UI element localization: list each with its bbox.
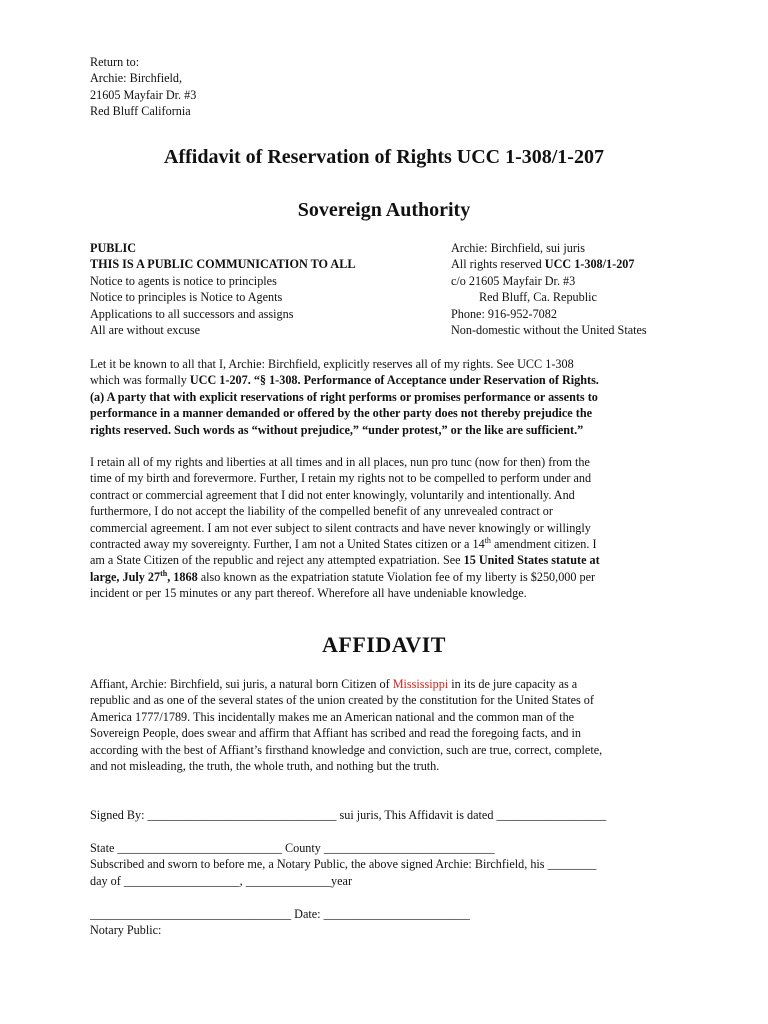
para2-line-7 [90,552,690,568]
para3-line-5: according with the best of Affiant’s firsthand knowledge and conviction, such are true, correct, complete, [90,742,603,757]
return-line-2: Archie: Birchfield, [90,71,183,86]
ucc-reference: UCC 1-308/1-207 [544,257,635,272]
para2-line-8-plain: also known as the expatriation statute Violation fee of my liberty is $250,000 per [197,569,596,584]
para2-line-3: contract or commercial agreement that I did not enter knowingly, voluntarily and intentionally. And [90,487,575,502]
affidavit-heading: AFFIDAVIT [322,632,446,657]
rights-paragraph [90,454,690,602]
left-line-6: All are without excuse [90,323,200,338]
reservation-paragraph [90,356,690,438]
para2-line-8-sup: th [160,568,168,578]
document-title: Affidavit of Reservation of Rights UCC 1-308/1-207 [164,146,604,168]
state-county-line: State ___________________________ County ____________________________ [90,841,495,855]
para2-line-6-sup: th [484,536,491,546]
notary-date-line: _________________________________ Date: ________________________ [90,907,470,921]
para1-line-5: rights reserved. Such words as “without prejudice,” “under protest,” or the like are sufficient.” [90,422,584,437]
para3-line-2: republic and as one of the several states of the union created by the constitution for the United States of [90,693,594,708]
para2-line-6 [90,536,690,552]
document-subtitle: Sovereign Authority [297,199,471,221]
notary-public-label: Notary Public: [90,923,162,938]
para3-line-1 [90,676,690,692]
left-line-5: Applications to all successors and assigns [90,306,294,321]
return-address-block [90,54,690,120]
right-line-phone: Phone: 916-952-7082 [451,306,557,321]
para2-line-2: time of my birth and forevermore. Further, I retain my rights not to be compelled to perform under and [90,471,592,486]
right-line-status: Non-domestic without the United States [451,323,647,338]
para2-line-7-a: am a State Citizen of the republic and reject any attempted expatriation. See [90,553,464,568]
left-line-3: Notice to agents is notice to principles [90,273,277,288]
right-column [451,240,711,338]
para1-line-4: performance in a manner demanded or offered by the other party does not thereby prejudice the [90,406,593,421]
signed-by-line: Signed By: _______________________________ sui juris, This Affidavit is dated __________________ [90,808,607,822]
para3-line-1-a: Affiant, Archie: Birchfield, sui juris, a natural born Citizen of [90,677,393,691]
para2-line-6-a: contracted away my sovereignty. Further, I am not a United States citizen or a 14 [90,537,485,552]
para3-line-3: America 1777/1789. This incidentally makes me an American national and the common man of the [90,709,575,724]
day-of-line: day of ___________________, ______________year [90,873,353,888]
para2-line-4: furthermore, I do not accept the liability of the compelled benefit of any unrevealed contract or [90,504,553,519]
para2-line-8-bold: large, July 27 [90,569,161,584]
para2-line-1: I retain all of my rights and liberties at all times and in all places, nun pro tunc (now for then) from the [90,455,590,469]
notary-date-block [90,906,690,939]
return-line-4: Red Bluff California [90,104,191,119]
state-name-highlight: Mississippi [392,677,449,691]
para1-line-2 [90,372,690,388]
para1-line-3: (a) A party that with explicit reservations of right performs or promises performance or assents to [90,389,598,404]
right-line-name: Archie: Birchfield, sui juris [451,241,586,255]
para1-line-2-bold: UCC 1-207. “§ 1-308. Performance of Acceptance under Reservation of Rights. [189,373,599,388]
para2-line-7-bold: 15 United States statute at [463,553,600,568]
right-line-rights [451,256,711,272]
para2-line-9: incident or per 15 minutes or any part thereof. Wherefore all have undeniable knowledge. [90,586,527,601]
return-line-1: Return to: [90,55,140,69]
left-line-4: Notice to principles is Notice to Agents [90,290,283,305]
para3-line-4: Sovereign People, does swear and affirm that Affiant has scribed and read the foregoing facts, and in [90,726,581,741]
para3-line-1-b: in its de jure capacity as a [448,677,578,691]
affidavit-paragraph [90,676,690,774]
return-line-3: 21605 Mayfair Dr. #3 [90,87,197,102]
para1-line-1: Let it be known to all that I, Archie: Birchfield, explicitly reserves all of my rights. See UCC 1-308 [90,357,574,371]
left-line-communication: THIS IS A PUBLIC COMMUNICATION TO ALL [90,257,356,272]
left-column [90,240,430,338]
notary-block [90,840,690,889]
para2-line-8-year: , 1868 [167,569,198,584]
signature-block [90,807,690,823]
para2-line-8 [90,569,690,585]
right-line-city: Red Bluff, Ca. Republic [479,290,597,305]
subscribed-line: Subscribed and sworn to before me, a Notary Public, the above signed Archie: Birchfield, his ________ [90,857,597,872]
para1-line-2-plain: which was formally [90,373,190,388]
para2-line-6-b: amendment citizen. I [490,537,597,552]
right-line-address: c/o 21605 Mayfair Dr. #3 [451,273,576,288]
left-line-public: PUBLIC [90,241,137,255]
para3-line-6: and not misleading, the truth, the whole truth, and nothing but the truth. [90,759,440,774]
para2-line-5: commercial agreement. I am not ever subject to silent contracts and have never knowingly or willingly [90,520,591,535]
rights-reserved-text: All rights reserved [451,257,545,272]
